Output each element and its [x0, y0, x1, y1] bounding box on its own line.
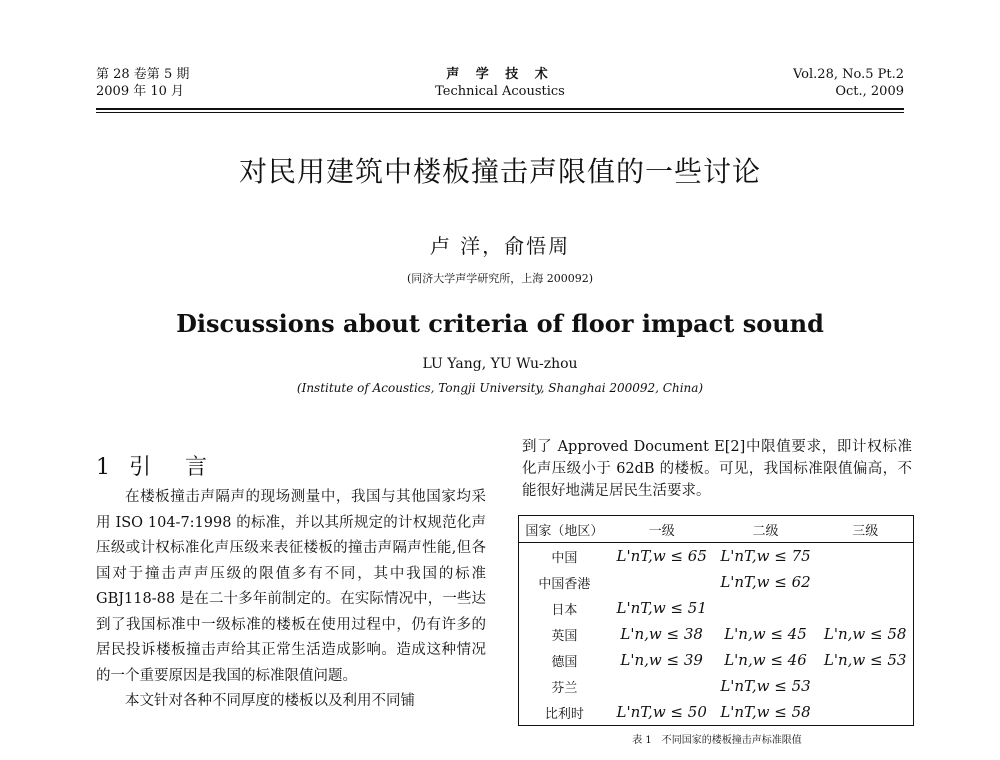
table-cell-grade2: L'nT,w ≤ 75: [720, 547, 811, 565]
table-cell-grade3: [817, 699, 913, 726]
header-rule: [96, 108, 904, 110]
table-cell-grade1: [610, 569, 714, 595]
journal-vol-line: Vol.28, No.5 Pt.2: [792, 67, 904, 82]
table-header-region: 国家（地区）: [525, 523, 604, 539]
table-cell-region: 芬兰: [551, 680, 578, 696]
affiliation-en: (Institute of Acoustics, Tongji University, Shanghai 200092, China): [296, 381, 704, 395]
table-row: [519, 595, 914, 621]
journal-date-en: Oct., 2009: [835, 84, 904, 99]
table-cell-grade1: L'nT,w ≤ 51: [616, 599, 707, 617]
table-cell-region: 比利时: [544, 706, 584, 722]
journal-issue-line: 第 28 卷第 5 期: [96, 67, 190, 82]
table-cell-grade3: L'n,w ≤ 53: [823, 651, 907, 669]
table-header-grade1: 一级: [648, 523, 675, 539]
journal-volume-en: [793, 66, 904, 100]
table-cell-grade3: [817, 673, 913, 699]
table-row: [519, 543, 914, 570]
table-cell-grade1: L'n,w ≤ 39: [620, 651, 703, 669]
table-caption: 表 1 不同国家的楼板撞击声标准限值: [632, 735, 802, 746]
table-cell-grade1: L'nT,w ≤ 65: [616, 547, 707, 565]
table-cell-region: 英国: [551, 628, 578, 644]
table-cell-grade3: [817, 595, 913, 621]
table-cell-grade3: [817, 543, 913, 570]
table-header-row: [519, 516, 914, 543]
table-cell-grade2: [714, 595, 818, 621]
table-cell-region: 中国: [551, 550, 578, 566]
journal-date-line: 2009 年 10 月: [96, 84, 185, 99]
table-cell-grade1: [610, 673, 714, 699]
authors-cn: 卢 洋，俞悟周: [429, 234, 571, 258]
table-cell-region: 日本: [551, 602, 578, 618]
intro-paragraph-2: 本文针对各种不同厚度的楼板以及利用不同铺: [125, 693, 415, 709]
affiliation-cn: (同济大学声学研究所，上海 200092): [406, 272, 594, 285]
table-cell-grade2: L'n,w ≤ 45: [724, 625, 807, 643]
right-paragraph: 到了 Approved Document E[2]中限值要求，即计权标准化声压级小于 62dB 的楼板。可见，我国标准限值偏高，不能很好地满足居民生活要求。: [522, 439, 912, 499]
table-cell-region: 中国香港: [538, 576, 591, 592]
table-row: [519, 673, 914, 699]
table-cell-grade3: [817, 569, 913, 595]
table-cell-grade3: L'n,w ≤ 58: [823, 625, 907, 643]
intro-paragraph-1: 在楼板撞击声隔声的现场测量中，我国与其他国家均采用 ISO 104-7:1998 的标准，并以其所规定的计权规范化声压级或计权标准化声压级来表征楼板的撞击声隔声性能,但各国对于撞击声声压级的限值多有不同，其中我国的标准 GBJ118-88 是在二十多年前制定的。在实际情况中，一些达到了我国标准中一级标准的楼板在使用过程中，仍有许多的居民投诉楼板撞击声给其正常生活造成影响。造成这种情况的一个重要原因是我国的标准限值问题。: [96, 489, 486, 684]
table-row: [519, 647, 914, 673]
table-cell-grade1: L'n,w ≤ 38: [620, 625, 703, 643]
table-row: [519, 621, 914, 647]
table-cell-grade2: L'n,w ≤ 46: [724, 651, 807, 669]
right-column: [522, 436, 912, 502]
header-rule-thin: [96, 112, 904, 113]
authors-en: LU Yang, YU Wu-zhou: [422, 356, 578, 372]
table-cell-grade2: L'nT,w ≤ 53: [720, 677, 811, 695]
table-cell-grade2: L'nT,w ≤ 62: [720, 573, 811, 591]
table-cell-grade2: L'nT,w ≤ 58: [720, 703, 811, 721]
table-header-grade2: 二级: [752, 523, 779, 539]
criteria-table: [518, 515, 914, 726]
table-row: [519, 699, 914, 726]
table-row: [519, 569, 914, 595]
table-header-grade3: 三级: [852, 523, 879, 539]
table-cell-region: 德国: [551, 654, 578, 670]
section-heading-introduction: 1 引 言: [96, 455, 213, 480]
journal-name-en: Technical Acoustics: [435, 84, 565, 99]
paper-title-cn: 对民用建筑中楼板撞击声限值的一些讨论: [238, 155, 761, 188]
journal-volume: [96, 66, 189, 100]
journal-name: [380, 66, 620, 100]
paper-title-en: Discussions about criteria of floor impact sound: [176, 309, 824, 338]
left-column: [96, 485, 486, 715]
table-cell-grade1: L'nT,w ≤ 50: [616, 703, 707, 721]
journal-name-cn: 声 学 技 术: [446, 67, 554, 82]
